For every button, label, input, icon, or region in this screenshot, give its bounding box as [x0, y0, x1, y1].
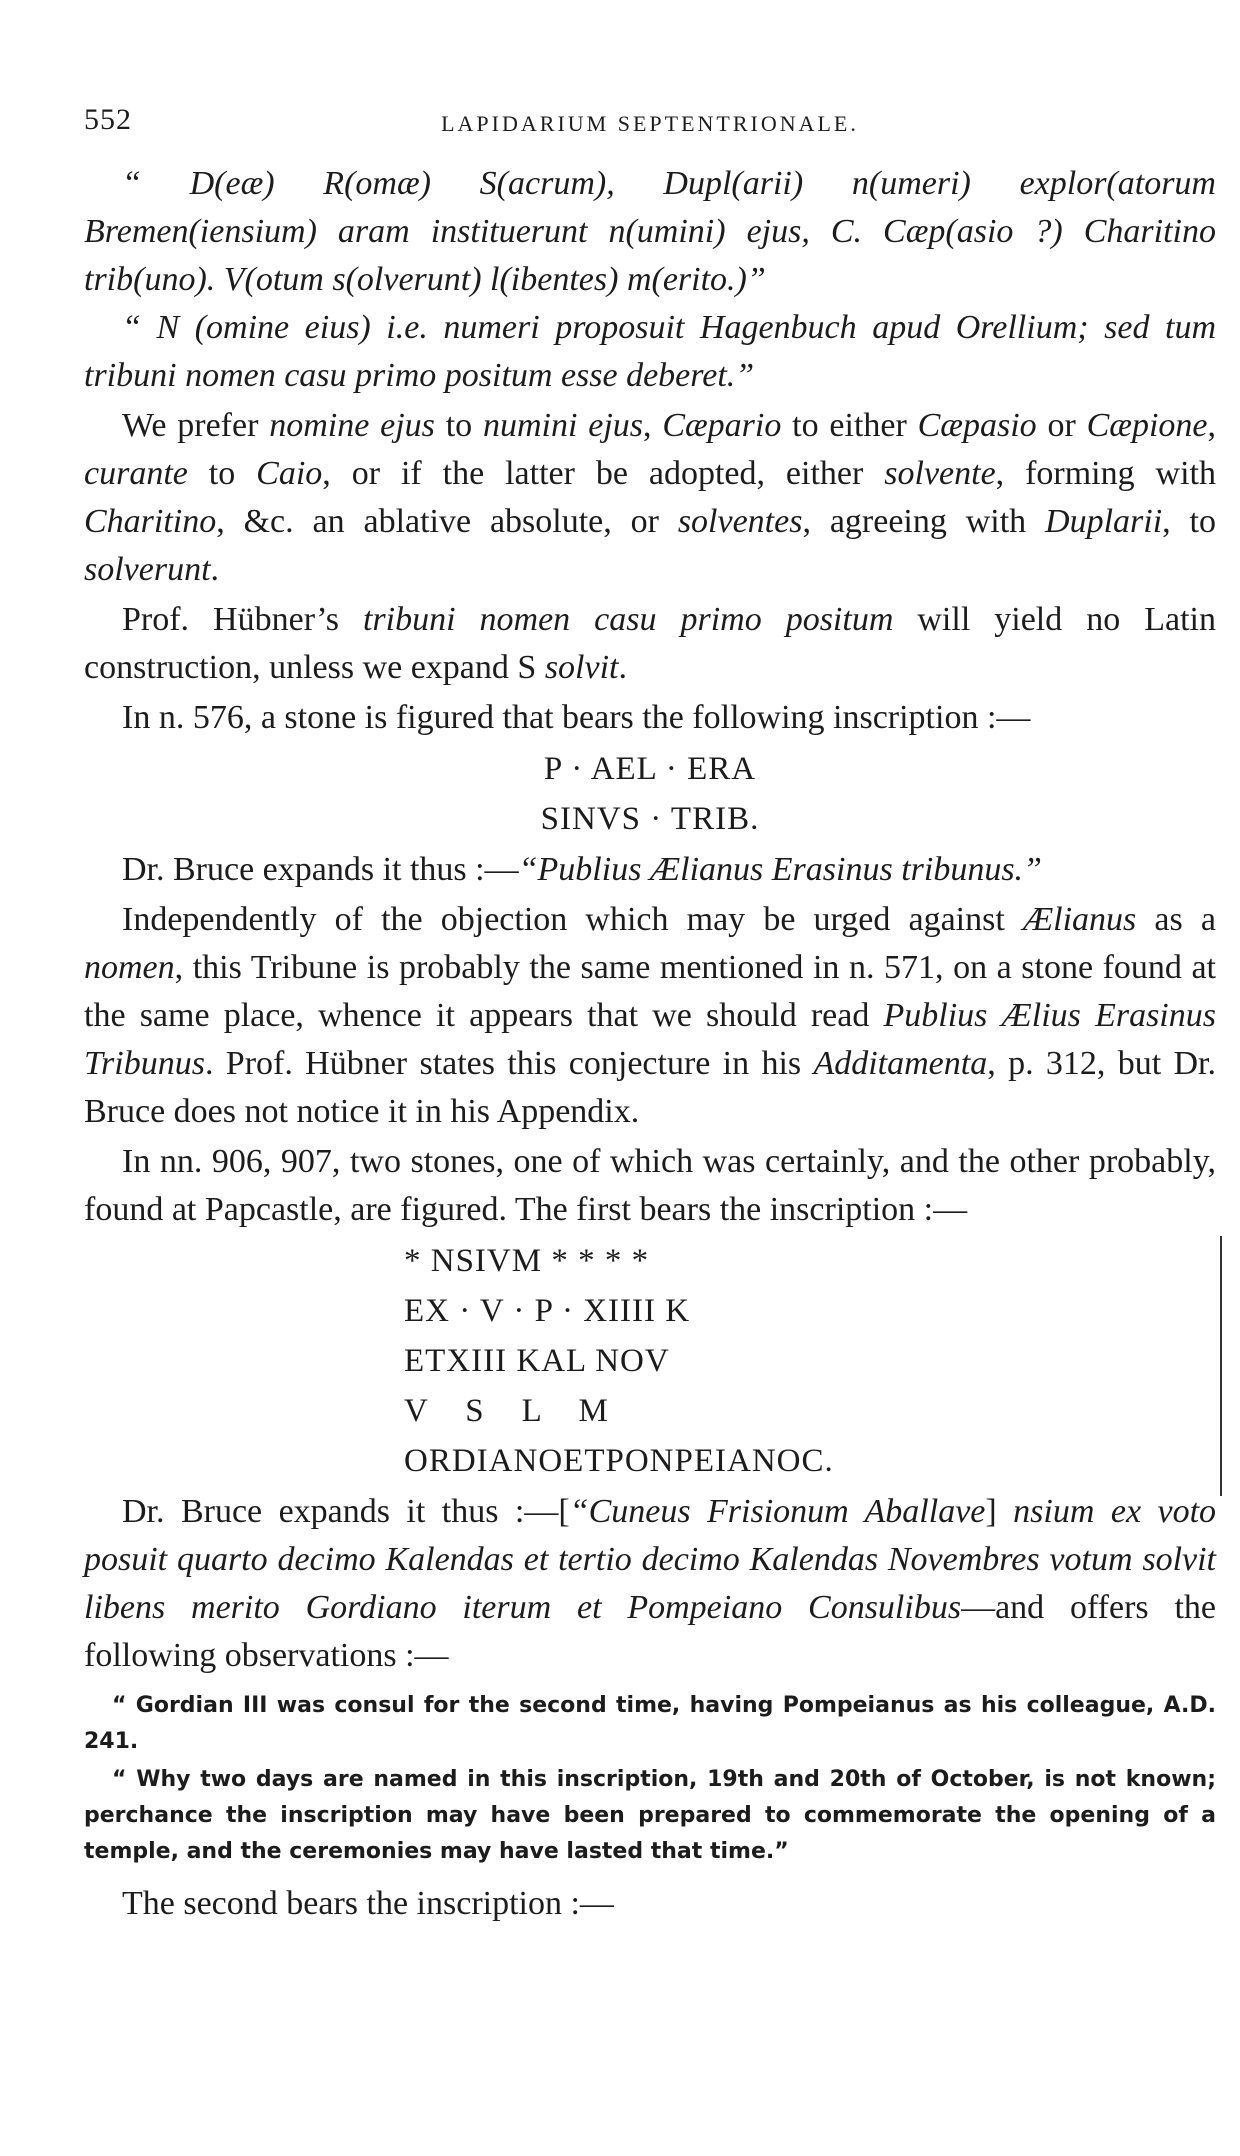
paragraph-independently: Independently of the objection which may be urged against Ælianus as a nomen, this Tribune is probably the same mentioned in n. 571, on a stone found at the same place, whence it appears that we should read Publius Ælius Erasinus Tribunus. Prof. Hübner states this conjecture in his Additamenta, p. 312, but Dr. Bruce does not notice it in his Appendix. [84, 901, 1216, 1130]
inscription-papcastle [404, 1236, 1216, 1486]
scan-edge-line [1220, 1236, 1222, 1496]
inscription-n576 [84, 744, 1216, 844]
paragraph-n576: In n. 576, a stone is figured that bears the following inscription :— [122, 699, 1031, 736]
quote-two-days: “ Why two days are named in this inscription, 19th and 20th of October, is not known; perchance the inscription may have been prepared to commemorate the opening of a temple, and the ceremonies may have lasted that time.” [84, 1767, 1216, 1864]
quote-gordian: “ Gordian III was consul for the second time, having Pompeianus as his colleague, A.D. 241. [84, 1693, 1216, 1754]
page-header [84, 96, 1216, 160]
inscription-line: V S L M [404, 1393, 609, 1429]
paragraph-bruce-expansion-1: Dr. Bruce expands it thus :—“Publius Ælianus Erasinus tribunus.” [122, 851, 1042, 888]
inscription-line: * NSIVM * * * * [404, 1243, 650, 1279]
inscription-line: EX · V · P · XIIII K [404, 1293, 691, 1329]
paragraph-bruce-expansion-2: Dr. Bruce expands it thus :—[“Cuneus Frisionum Aballave] nsium ex voto posuit quarto decimo Kalendas et tertio decimo Kalendas Novembres votum solvit libens merito Gordiano iterum et Pompeiano Consulibus—and offers the following observations :— [84, 1493, 1217, 1674]
page-number: 552 [84, 103, 132, 136]
paragraph-second-bears: The second bears the inscription :— [122, 1885, 614, 1922]
running-title: LAPIDARIUM SEPTENTRIONALE. [441, 111, 859, 136]
quoted-expansion: “ D(eæ) R(omæ) S(acrum), Dupl(arii) n(umeri) explor(atorum Bremen(iensium) aram instituerunt n(umini) ejus, C. Cæp(asio ?) Charitino trib(uno). V(otum s(olverunt) l(ibentes) m(erito.)” [84, 165, 1216, 298]
inscription-line: ORDIANOETPONPEIANOC. [404, 1443, 834, 1479]
paragraph-nn906-907: In nn. 906, 907, two stones, one of which was certainly, and the other probably, found at Papcastle, are figured. The first bears the inscription :— [84, 1143, 1216, 1228]
quoted-note: “ N (omine eius) i.e. numeri proposuit Hagenbuch apud Orellium; sed tum tribuni nomen casu primo positum esse deberet.” [84, 309, 1216, 394]
inscription-line: P · AEL · ERA [543, 751, 757, 787]
page [84, 96, 1216, 2136]
paragraph-preference: We prefer nomine ejus to numini ejus, Cæpario to either Cæpasio or Cæpione, curante to Caio, or if the latter be adopted, either solvente, forming with Charitino, &c. an ablative absolute, or solventes, agreeing with Duplarii, to solverunt. [84, 407, 1217, 588]
paragraph-hubner: Prof. Hübner’s tribuni nomen casu primo positum will yield no Latin construction, unless we expand S solvit. [84, 601, 1216, 686]
inscription-line: ETXIII KAL NOV [404, 1343, 670, 1379]
inscription-line: SINVS · TRIB. [540, 801, 760, 837]
